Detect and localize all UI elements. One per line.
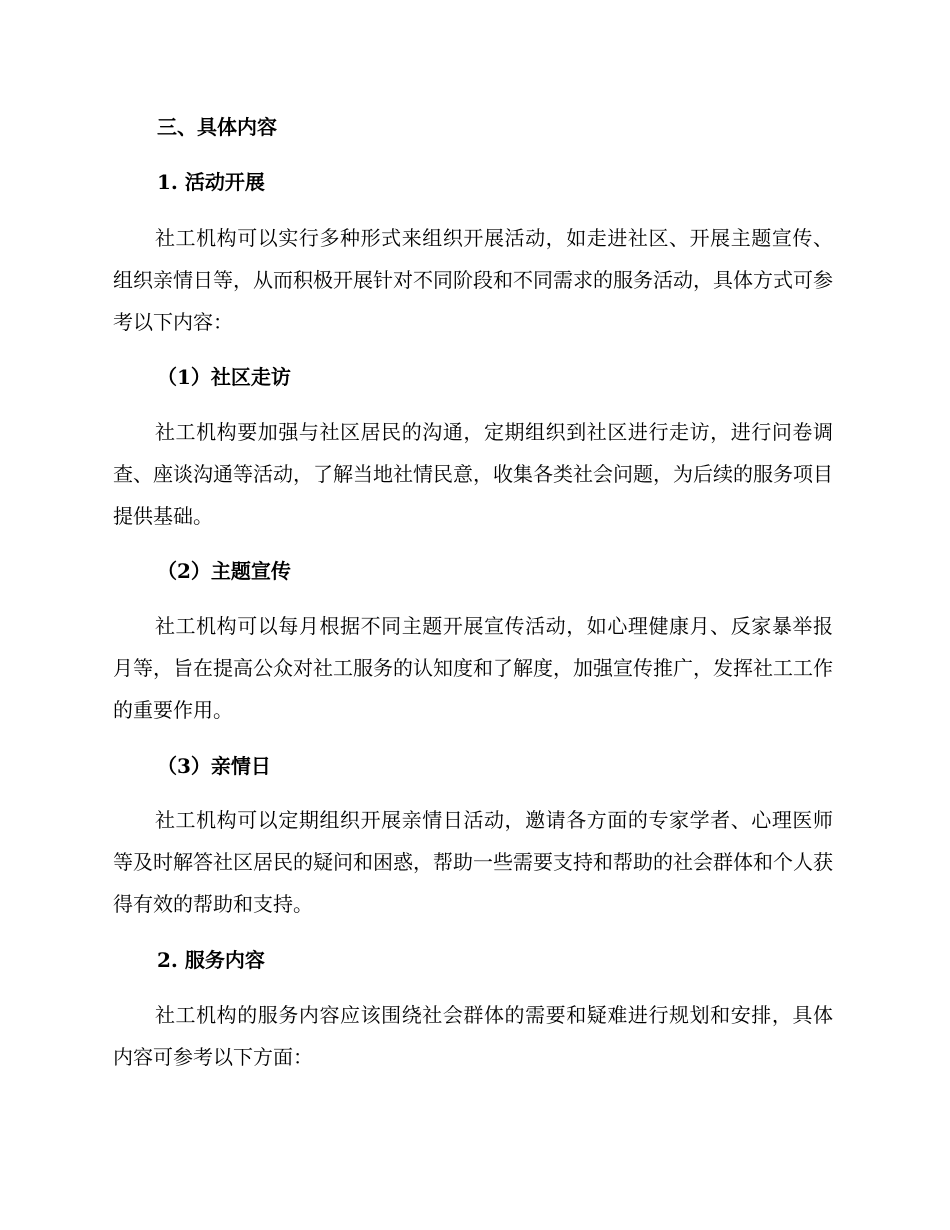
paragraph-theme-promotion: 社工机构可以每月根据不同主题开展宣传活动，如心理健康月、反家暴举报月等，旨在提高公众对社工服务的认知度和了解度，加强宣传推广，发挥社工工作的重要作用。: [113, 614, 833, 722]
item-title-community-visit: （1）社区走访: [157, 365, 291, 389]
item-title-theme-promotion: （2）主题宣传: [157, 559, 291, 583]
subsection-title-activities: 1. 活动开展: [157, 170, 265, 194]
paragraph-family-day: 社工机构可以定期组织开展亲情日活动，邀请各方面的专家学者、心理医师等及时解答社区居民的疑问和困惑，帮助一些需要支持和帮助的社会群体和个人获得有效的帮助和支持。: [113, 808, 833, 916]
item-title-family-day: （3）亲情日: [157, 754, 271, 778]
paragraph-community-visit: 社工机构要加强与社区居民的沟通，定期组织到社区进行走访，进行问卷调查、座谈沟通等活动，了解当地社情民意，收集各类社会问题，为后续的服务项目提供基础。: [113, 420, 833, 528]
subsection-title-services: 2. 服务内容: [157, 948, 265, 972]
paragraph-services: 社工机构的服务内容应该围绕社会群体的需要和疑难进行规划和安排，具体内容可参考以下方面：: [113, 1003, 833, 1069]
paragraph-activities: 社工机构可以实行多种形式来组织开展活动，如走进社区、开展主题宣传、组织亲情日等，从而积极开展针对不同阶段和不同需求的服务活动，具体方式可参考以下内容：: [113, 226, 833, 334]
section-title: 三、具体内容: [157, 115, 277, 139]
